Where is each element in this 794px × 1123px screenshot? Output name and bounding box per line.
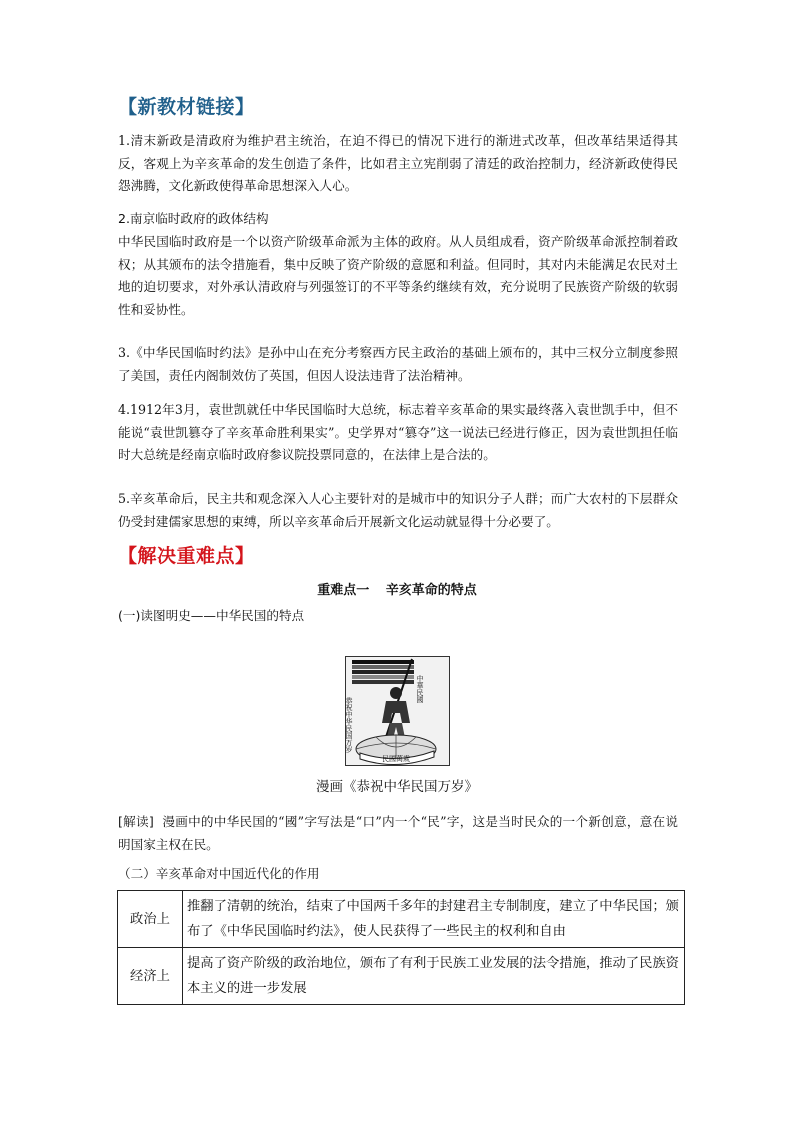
explanation-tag: [解读]	[118, 814, 154, 829]
part1-title: (一)读图明史——中华民国的特点	[118, 608, 305, 623]
row-label: 政治上	[118, 891, 183, 948]
paragraph-1: 1.清末新政是清政府为维护君主统治，在迫不得已的情况下进行的渐进式改革，但改革结果适得其反，客观上为辛亥革命的发生创造了条件，比如君主立宪削弱了清廷的政治控制力，经济新政使得民怨沸腾，文化新政使得革命思想深入人心。	[118, 133, 678, 193]
paragraph-5: 5.辛亥革命后，民主共和观念深入人心主要针对的是城市中的知识分子人群；而广大农村的下层群众仍受封建儒家思想的束缚，所以辛亥革命后开展新文化运动就显得十分必要了。	[118, 491, 678, 529]
row-label: 经济上	[118, 948, 183, 1005]
vertical-slogan: 恭祝中华民国万岁	[345, 697, 353, 753]
table-row	[118, 891, 685, 948]
table-row	[118, 948, 685, 1005]
subtitle	[0, 579, 794, 598]
subtitle-label: 重难点一	[317, 583, 370, 598]
paragraph-4: 4.1912年3月，袁世凯就任中华民国临时大总统，标志着辛亥革命的果实最终落入袁世凯手中，但不能说“袁世凯篡夺了辛亥革命胜利果实”。史学界对“篡夺”这一说法已经进行修正，因为袁世凯担任临时大总统是经南京临时政府参议院投票同意的，在法律上是合法的。	[118, 402, 678, 462]
paragraph-3: 3.《中华民国临时约法》是孙中山在充分考察西方民主政治的基础上颁布的，其中三权分立制度参照了美国，责任内阁制效仿了英国，但因人设法违背了法治精神。	[118, 345, 678, 383]
paragraph-2-title: 2.南京临时政府的政体结构	[118, 211, 269, 226]
row-text: 提高了资产阶级的政治地位，颁布了有利于民族工业发展的法令措施，推动了民族资本主义的进一步发展	[183, 948, 685, 1005]
heading-new-textbook-link: 【新教材链接】	[118, 96, 255, 118]
cartoon-illustration	[345, 656, 450, 766]
impact-table	[117, 890, 685, 1005]
corner-inscription: 中華民國	[416, 675, 424, 703]
heading-key-difficulties: 【解决重难点】	[118, 545, 255, 567]
paragraph-2-body: 中华民国临时政府是一个以资产阶级革命派为主体的政府。从人员组成看，资产阶级革命派控制着政权；从其颁布的法令措施看，集中反映了资产阶级的意愿和利益。但同时，其对内未能满足农民对土地的迫切要求，对外承认清政府与列强签订的不平等条约继续有效，充分说明了民族资产阶级的软弱性和妥协性。	[118, 234, 678, 317]
ribbon-text: 民國萬歲	[382, 755, 410, 763]
part2-title: （二）辛亥革命对中国近代化的作用	[118, 866, 320, 881]
row-text: 推翻了清朝的统治，结束了中国两千多年的封建君主专制制度，建立了中华民国；颁布了《中华民国临时约法》，使人民获得了一些民主的权利和自由	[183, 891, 685, 948]
explanation-text: 漫画中的中华民国的“國”字写法是“口”内一个“民”字，这是当时民众的一个新创意，意在说明国家主权在民。	[118, 814, 679, 852]
explanation	[118, 811, 678, 856]
figure-caption: 漫画《恭祝中华民国万岁》	[316, 779, 478, 795]
cartoon-drawing	[346, 657, 449, 765]
subtitle-topic: 辛亥革命的特点	[385, 583, 477, 598]
